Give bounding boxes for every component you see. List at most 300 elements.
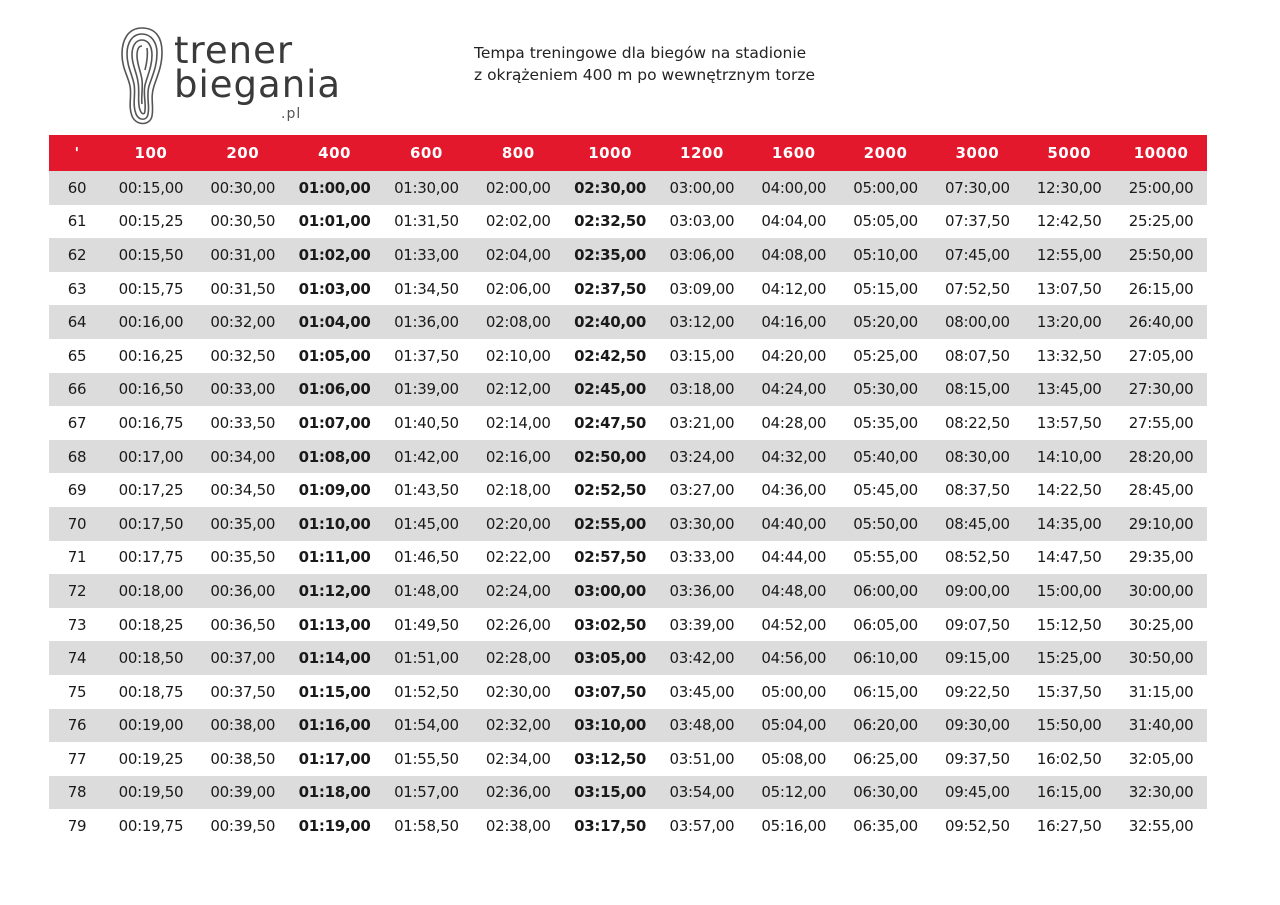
table-cell: 01:09,00 xyxy=(289,473,381,507)
table-cell: 01:30,00 xyxy=(381,171,473,205)
table-cell: 09:52,50 xyxy=(931,809,1023,843)
table-cell: 27:55,00 xyxy=(1115,406,1207,440)
table-row xyxy=(49,776,1207,810)
row-pace-cell: 70 xyxy=(49,507,105,541)
table-cell: 01:33,00 xyxy=(381,238,473,272)
row-pace-cell: 75 xyxy=(49,675,105,709)
table-cell: 01:43,50 xyxy=(381,473,473,507)
table-cell: 05:55,00 xyxy=(840,541,932,575)
table-cell: 13:57,50 xyxy=(1023,406,1115,440)
table-cell: 02:22,00 xyxy=(472,541,564,575)
column-header-200: 200 xyxy=(197,135,289,171)
table-cell: 06:15,00 xyxy=(840,675,932,709)
table-cell: 03:05,00 xyxy=(564,641,656,675)
table-cell: 12:30,00 xyxy=(1023,171,1115,205)
table-cell: 03:51,00 xyxy=(656,742,748,776)
table-cell: 00:19,25 xyxy=(105,742,197,776)
table-cell: 25:25,00 xyxy=(1115,205,1207,239)
row-pace-cell: 62 xyxy=(49,238,105,272)
row-pace-cell: 71 xyxy=(49,541,105,575)
table-cell: 30:25,00 xyxy=(1115,608,1207,642)
table-cell: 01:54,00 xyxy=(381,709,473,743)
table-cell: 00:32,00 xyxy=(197,305,289,339)
table-cell: 02:55,00 xyxy=(564,507,656,541)
table-cell: 09:22,50 xyxy=(931,675,1023,709)
table-cell: 07:45,00 xyxy=(931,238,1023,272)
logo-domain: .pl xyxy=(281,106,302,122)
table-cell: 03:39,00 xyxy=(656,608,748,642)
table-cell: 32:30,00 xyxy=(1115,776,1207,810)
table-cell: 03:12,00 xyxy=(656,305,748,339)
table-cell: 02:37,50 xyxy=(564,272,656,306)
table-cell: 01:52,50 xyxy=(381,675,473,709)
row-pace-cell: 76 xyxy=(49,709,105,743)
row-pace-cell: 65 xyxy=(49,339,105,373)
table-cell: 02:52,50 xyxy=(564,473,656,507)
table-cell: 03:09,00 xyxy=(656,272,748,306)
table-cell: 06:25,00 xyxy=(840,742,932,776)
table-cell: 01:02,00 xyxy=(289,238,381,272)
table-cell: 26:15,00 xyxy=(1115,272,1207,306)
table-cell: 15:50,00 xyxy=(1023,709,1115,743)
table-cell: 00:36,50 xyxy=(197,608,289,642)
table-row xyxy=(49,742,1207,776)
table-cell: 05:10,00 xyxy=(840,238,932,272)
table-cell: 14:47,50 xyxy=(1023,541,1115,575)
table-cell: 01:31,50 xyxy=(381,205,473,239)
table-cell: 05:16,00 xyxy=(748,809,840,843)
table-cell: 05:04,00 xyxy=(748,709,840,743)
table-cell: 02:32,00 xyxy=(472,709,564,743)
table-cell: 02:24,00 xyxy=(472,574,564,608)
table-cell: 00:19,50 xyxy=(105,776,197,810)
table-cell: 26:40,00 xyxy=(1115,305,1207,339)
table-cell: 00:18,50 xyxy=(105,641,197,675)
table-cell: 00:19,75 xyxy=(105,809,197,843)
table-cell: 06:10,00 xyxy=(840,641,932,675)
table-cell: 14:35,00 xyxy=(1023,507,1115,541)
row-pace-cell: 72 xyxy=(49,574,105,608)
table-cell: 15:25,00 xyxy=(1023,641,1115,675)
table-cell: 01:00,00 xyxy=(289,171,381,205)
table-cell: 05:25,00 xyxy=(840,339,932,373)
table-cell: 01:16,00 xyxy=(289,709,381,743)
table-cell: 01:17,00 xyxy=(289,742,381,776)
table-row xyxy=(49,675,1207,709)
table-row xyxy=(49,709,1207,743)
table-cell: 03:02,50 xyxy=(564,608,656,642)
table-cell: 02:14,00 xyxy=(472,406,564,440)
table-cell: 02:35,00 xyxy=(564,238,656,272)
table-row xyxy=(49,541,1207,575)
table-row xyxy=(49,171,1207,205)
table-cell: 05:15,00 xyxy=(840,272,932,306)
table-cell: 03:00,00 xyxy=(656,171,748,205)
table-cell: 00:15,75 xyxy=(105,272,197,306)
table-cell: 27:05,00 xyxy=(1115,339,1207,373)
table-cell: 02:30,00 xyxy=(564,171,656,205)
table-cell: 25:50,00 xyxy=(1115,238,1207,272)
table-cell: 03:07,50 xyxy=(564,675,656,709)
table-cell: 00:31,50 xyxy=(197,272,289,306)
table-cell: 12:55,00 xyxy=(1023,238,1115,272)
table-cell: 16:15,00 xyxy=(1023,776,1115,810)
table-cell: 08:30,00 xyxy=(931,440,1023,474)
table-cell: 01:07,00 xyxy=(289,406,381,440)
row-pace-cell: 61 xyxy=(49,205,105,239)
table-cell: 04:04,00 xyxy=(748,205,840,239)
table-cell: 05:00,00 xyxy=(840,171,932,205)
table-cell: 04:16,00 xyxy=(748,305,840,339)
table-cell: 03:15,00 xyxy=(564,776,656,810)
table-cell: 02:12,00 xyxy=(472,373,564,407)
table-cell: 03:21,00 xyxy=(656,406,748,440)
table-cell: 03:18,00 xyxy=(656,373,748,407)
table-cell: 00:19,00 xyxy=(105,709,197,743)
title-line2: z okrążeniem 400 m po wewnętrznym torze xyxy=(474,66,816,84)
table-cell: 08:15,00 xyxy=(931,373,1023,407)
table-cell: 03:15,00 xyxy=(656,339,748,373)
row-pace-cell: 73 xyxy=(49,608,105,642)
table-cell: 00:16,00 xyxy=(105,305,197,339)
table-cell: 16:02,50 xyxy=(1023,742,1115,776)
table-row xyxy=(49,406,1207,440)
table-cell: 04:56,00 xyxy=(748,641,840,675)
table-cell: 28:20,00 xyxy=(1115,440,1207,474)
table-cell: 02:16,00 xyxy=(472,440,564,474)
table-row xyxy=(49,440,1207,474)
table-cell: 01:34,50 xyxy=(381,272,473,306)
table-cell: 04:40,00 xyxy=(748,507,840,541)
table-cell: 02:04,00 xyxy=(472,238,564,272)
table-cell: 04:08,00 xyxy=(748,238,840,272)
row-pace-cell: 67 xyxy=(49,406,105,440)
table-cell: 06:00,00 xyxy=(840,574,932,608)
table-cell: 03:12,50 xyxy=(564,742,656,776)
column-header-800: 800 xyxy=(472,135,564,171)
table-cell: 04:28,00 xyxy=(748,406,840,440)
table-cell: 01:40,50 xyxy=(381,406,473,440)
table-cell: 03:42,00 xyxy=(656,641,748,675)
table-row xyxy=(49,473,1207,507)
table-cell: 32:55,00 xyxy=(1115,809,1207,843)
table-cell: 05:40,00 xyxy=(840,440,932,474)
table-cell: 00:39,50 xyxy=(197,809,289,843)
table-row xyxy=(49,272,1207,306)
table-cell: 00:17,50 xyxy=(105,507,197,541)
table-cell: 04:52,00 xyxy=(748,608,840,642)
table-cell: 05:35,00 xyxy=(840,406,932,440)
table-cell: 03:54,00 xyxy=(656,776,748,810)
row-pace-cell: 74 xyxy=(49,641,105,675)
table-cell: 04:32,00 xyxy=(748,440,840,474)
table-cell: 02:57,50 xyxy=(564,541,656,575)
page-title xyxy=(474,42,815,86)
table-row xyxy=(49,373,1207,407)
table-cell: 07:37,50 xyxy=(931,205,1023,239)
table-cell: 09:07,50 xyxy=(931,608,1023,642)
table-cell: 03:30,00 xyxy=(656,507,748,541)
table-cell: 02:20,00 xyxy=(472,507,564,541)
table-cell: 00:33,50 xyxy=(197,406,289,440)
table-cell: 15:37,50 xyxy=(1023,675,1115,709)
table-cell: 07:52,50 xyxy=(931,272,1023,306)
table-cell: 03:17,50 xyxy=(564,809,656,843)
table-cell: 01:45,00 xyxy=(381,507,473,541)
title-line1: Tempa treningowe dla biegów na stadionie xyxy=(474,44,807,62)
table-cell: 09:00,00 xyxy=(931,574,1023,608)
table-cell: 13:20,00 xyxy=(1023,305,1115,339)
table-cell: 02:36,00 xyxy=(472,776,564,810)
table-cell: 02:50,00 xyxy=(564,440,656,474)
table-cell: 04:20,00 xyxy=(748,339,840,373)
table-cell: 00:35,50 xyxy=(197,541,289,575)
table-cell: 03:24,00 xyxy=(656,440,748,474)
table-row xyxy=(49,809,1207,843)
table-cell: 01:36,00 xyxy=(381,305,473,339)
table-cell: 03:06,00 xyxy=(656,238,748,272)
table-cell: 00:17,00 xyxy=(105,440,197,474)
table-cell: 01:08,00 xyxy=(289,440,381,474)
table-cell: 03:33,00 xyxy=(656,541,748,575)
table-cell: 01:55,50 xyxy=(381,742,473,776)
table-cell: 00:36,00 xyxy=(197,574,289,608)
table-cell: 05:00,00 xyxy=(748,675,840,709)
table-cell: 13:32,50 xyxy=(1023,339,1115,373)
column-header-1000: 1000 xyxy=(564,135,656,171)
table-cell: 27:30,00 xyxy=(1115,373,1207,407)
table-cell: 00:16,50 xyxy=(105,373,197,407)
table-cell: 00:17,75 xyxy=(105,541,197,575)
column-header-5000: 5000 xyxy=(1023,135,1115,171)
table-cell: 02:34,00 xyxy=(472,742,564,776)
table-cell: 06:05,00 xyxy=(840,608,932,642)
table-cell: 15:12,50 xyxy=(1023,608,1115,642)
table-row xyxy=(49,238,1207,272)
table-cell: 00:30,00 xyxy=(197,171,289,205)
table-cell: 03:45,00 xyxy=(656,675,748,709)
table-cell: 02:18,00 xyxy=(472,473,564,507)
table-cell: 00:30,50 xyxy=(197,205,289,239)
table-cell: 14:10,00 xyxy=(1023,440,1115,474)
table-cell: 02:00,00 xyxy=(472,171,564,205)
row-pace-cell: 66 xyxy=(49,373,105,407)
table-cell: 02:08,00 xyxy=(472,305,564,339)
table-cell: 25:00,00 xyxy=(1115,171,1207,205)
table-cell: 06:20,00 xyxy=(840,709,932,743)
table-cell: 01:58,50 xyxy=(381,809,473,843)
table-cell: 03:03,00 xyxy=(656,205,748,239)
table-cell: 05:45,00 xyxy=(840,473,932,507)
table-cell: 08:37,50 xyxy=(931,473,1023,507)
table-row xyxy=(49,641,1207,675)
table-cell: 09:37,50 xyxy=(931,742,1023,776)
table-cell: 08:22,50 xyxy=(931,406,1023,440)
table-cell: 01:48,00 xyxy=(381,574,473,608)
table-cell: 01:13,00 xyxy=(289,608,381,642)
table-cell: 32:05,00 xyxy=(1115,742,1207,776)
table-cell: 30:50,00 xyxy=(1115,641,1207,675)
table-cell: 00:34,00 xyxy=(197,440,289,474)
table-cell: 29:35,00 xyxy=(1115,541,1207,575)
column-header-600: 600 xyxy=(381,135,473,171)
table-cell: 08:00,00 xyxy=(931,305,1023,339)
table-cell: 00:15,00 xyxy=(105,171,197,205)
table-cell: 01:49,50 xyxy=(381,608,473,642)
table-cell: 12:42,50 xyxy=(1023,205,1115,239)
table-cell: 01:01,00 xyxy=(289,205,381,239)
table-cell: 00:38,00 xyxy=(197,709,289,743)
table-cell: 01:14,00 xyxy=(289,641,381,675)
table-cell: 00:38,50 xyxy=(197,742,289,776)
column-header-100: 100 xyxy=(105,135,197,171)
table-cell: 02:47,50 xyxy=(564,406,656,440)
table-cell: 05:50,00 xyxy=(840,507,932,541)
table-cell: 08:52,50 xyxy=(931,541,1023,575)
table-cell: 01:51,00 xyxy=(381,641,473,675)
table-cell: 02:28,00 xyxy=(472,641,564,675)
table-cell: 02:38,00 xyxy=(472,809,564,843)
table-cell: 31:40,00 xyxy=(1115,709,1207,743)
table-cell: 03:57,00 xyxy=(656,809,748,843)
table-cell: 00:34,50 xyxy=(197,473,289,507)
column-header-1200: 1200 xyxy=(656,135,748,171)
table-cell: 00:16,25 xyxy=(105,339,197,373)
table-cell: 01:57,00 xyxy=(381,776,473,810)
table-cell: 05:30,00 xyxy=(840,373,932,407)
table-cell: 04:44,00 xyxy=(748,541,840,575)
table-cell: 01:06,00 xyxy=(289,373,381,407)
table-row xyxy=(49,608,1207,642)
table-cell: 16:27,50 xyxy=(1023,809,1115,843)
table-cell: 02:40,00 xyxy=(564,305,656,339)
table-cell: 03:36,00 xyxy=(656,574,748,608)
table-cell: 13:45,00 xyxy=(1023,373,1115,407)
column-header-1600: 1600 xyxy=(748,135,840,171)
table-cell: 01:05,00 xyxy=(289,339,381,373)
table-cell: 03:00,00 xyxy=(564,574,656,608)
table-cell: 04:36,00 xyxy=(748,473,840,507)
table-cell: 04:12,00 xyxy=(748,272,840,306)
table-cell: 09:30,00 xyxy=(931,709,1023,743)
table-cell: 02:30,00 xyxy=(472,675,564,709)
table-cell: 02:45,00 xyxy=(564,373,656,407)
table-cell: 05:05,00 xyxy=(840,205,932,239)
table-row xyxy=(49,574,1207,608)
table-cell: 28:45,00 xyxy=(1115,473,1207,507)
table-cell: 05:12,00 xyxy=(748,776,840,810)
table-cell: 14:22,50 xyxy=(1023,473,1115,507)
table-cell: 00:37,00 xyxy=(197,641,289,675)
table-cell: 05:08,00 xyxy=(748,742,840,776)
table-cell: 02:26,00 xyxy=(472,608,564,642)
table-row xyxy=(49,305,1207,339)
table-header-row xyxy=(49,135,1207,171)
table-cell: 01:11,00 xyxy=(289,541,381,575)
column-header-pace: ' xyxy=(49,135,105,171)
table-cell: 02:02,00 xyxy=(472,205,564,239)
table-cell: 00:33,00 xyxy=(197,373,289,407)
row-pace-cell: 63 xyxy=(49,272,105,306)
row-pace-cell: 68 xyxy=(49,440,105,474)
table-cell: 00:18,75 xyxy=(105,675,197,709)
table-cell: 08:45,00 xyxy=(931,507,1023,541)
column-header-400: 400 xyxy=(289,135,381,171)
table-cell: 30:00,00 xyxy=(1115,574,1207,608)
table-cell: 08:07,50 xyxy=(931,339,1023,373)
table-row xyxy=(49,339,1207,373)
table-cell: 01:10,00 xyxy=(289,507,381,541)
logo xyxy=(118,24,358,134)
table-cell: 00:35,00 xyxy=(197,507,289,541)
pace-table xyxy=(49,135,1207,843)
column-header-10000: 10000 xyxy=(1115,135,1207,171)
table-cell: 03:27,00 xyxy=(656,473,748,507)
table-cell: 09:45,00 xyxy=(931,776,1023,810)
table-cell: 01:42,00 xyxy=(381,440,473,474)
table-cell: 01:18,00 xyxy=(289,776,381,810)
table-cell: 04:48,00 xyxy=(748,574,840,608)
logo-wordmark xyxy=(174,29,342,106)
row-pace-cell: 64 xyxy=(49,305,105,339)
table-cell: 06:35,00 xyxy=(840,809,932,843)
table-cell: 01:46,50 xyxy=(381,541,473,575)
table-cell: 02:32,50 xyxy=(564,205,656,239)
table-cell: 00:16,75 xyxy=(105,406,197,440)
row-pace-cell: 77 xyxy=(49,742,105,776)
table-cell: 15:00,00 xyxy=(1023,574,1115,608)
table-cell: 04:00,00 xyxy=(748,171,840,205)
table-cell: 02:10,00 xyxy=(472,339,564,373)
table-cell: 01:37,50 xyxy=(381,339,473,373)
table-cell: 03:48,00 xyxy=(656,709,748,743)
table-cell: 02:06,00 xyxy=(472,272,564,306)
table-row xyxy=(49,205,1207,239)
table-cell: 01:19,00 xyxy=(289,809,381,843)
table-cell: 00:18,25 xyxy=(105,608,197,642)
row-pace-cell: 78 xyxy=(49,776,105,810)
row-pace-cell: 79 xyxy=(49,809,105,843)
table-cell: 03:10,00 xyxy=(564,709,656,743)
row-pace-cell: 69 xyxy=(49,473,105,507)
table-cell: 00:32,50 xyxy=(197,339,289,373)
table-cell: 07:30,00 xyxy=(931,171,1023,205)
table-cell: 01:12,00 xyxy=(289,574,381,608)
table-cell: 00:31,00 xyxy=(197,238,289,272)
table-cell: 00:37,50 xyxy=(197,675,289,709)
row-pace-cell: 60 xyxy=(49,171,105,205)
logo-line1: trener xyxy=(174,29,294,72)
table-cell: 01:15,00 xyxy=(289,675,381,709)
table-cell: 06:30,00 xyxy=(840,776,932,810)
table-cell: 05:20,00 xyxy=(840,305,932,339)
column-header-3000: 3000 xyxy=(931,135,1023,171)
table-cell: 04:24,00 xyxy=(748,373,840,407)
table-cell: 01:04,00 xyxy=(289,305,381,339)
footprint-fingerprint-icon xyxy=(118,24,166,130)
table-cell: 31:15,00 xyxy=(1115,675,1207,709)
table-cell: 00:15,50 xyxy=(105,238,197,272)
table-cell: 00:17,25 xyxy=(105,473,197,507)
table-cell: 02:42,50 xyxy=(564,339,656,373)
table-body xyxy=(49,171,1207,843)
table-cell: 01:03,00 xyxy=(289,272,381,306)
table-cell: 00:39,00 xyxy=(197,776,289,810)
table-cell: 00:18,00 xyxy=(105,574,197,608)
table-cell: 01:39,00 xyxy=(381,373,473,407)
column-header-2000: 2000 xyxy=(840,135,932,171)
table-cell: 09:15,00 xyxy=(931,641,1023,675)
